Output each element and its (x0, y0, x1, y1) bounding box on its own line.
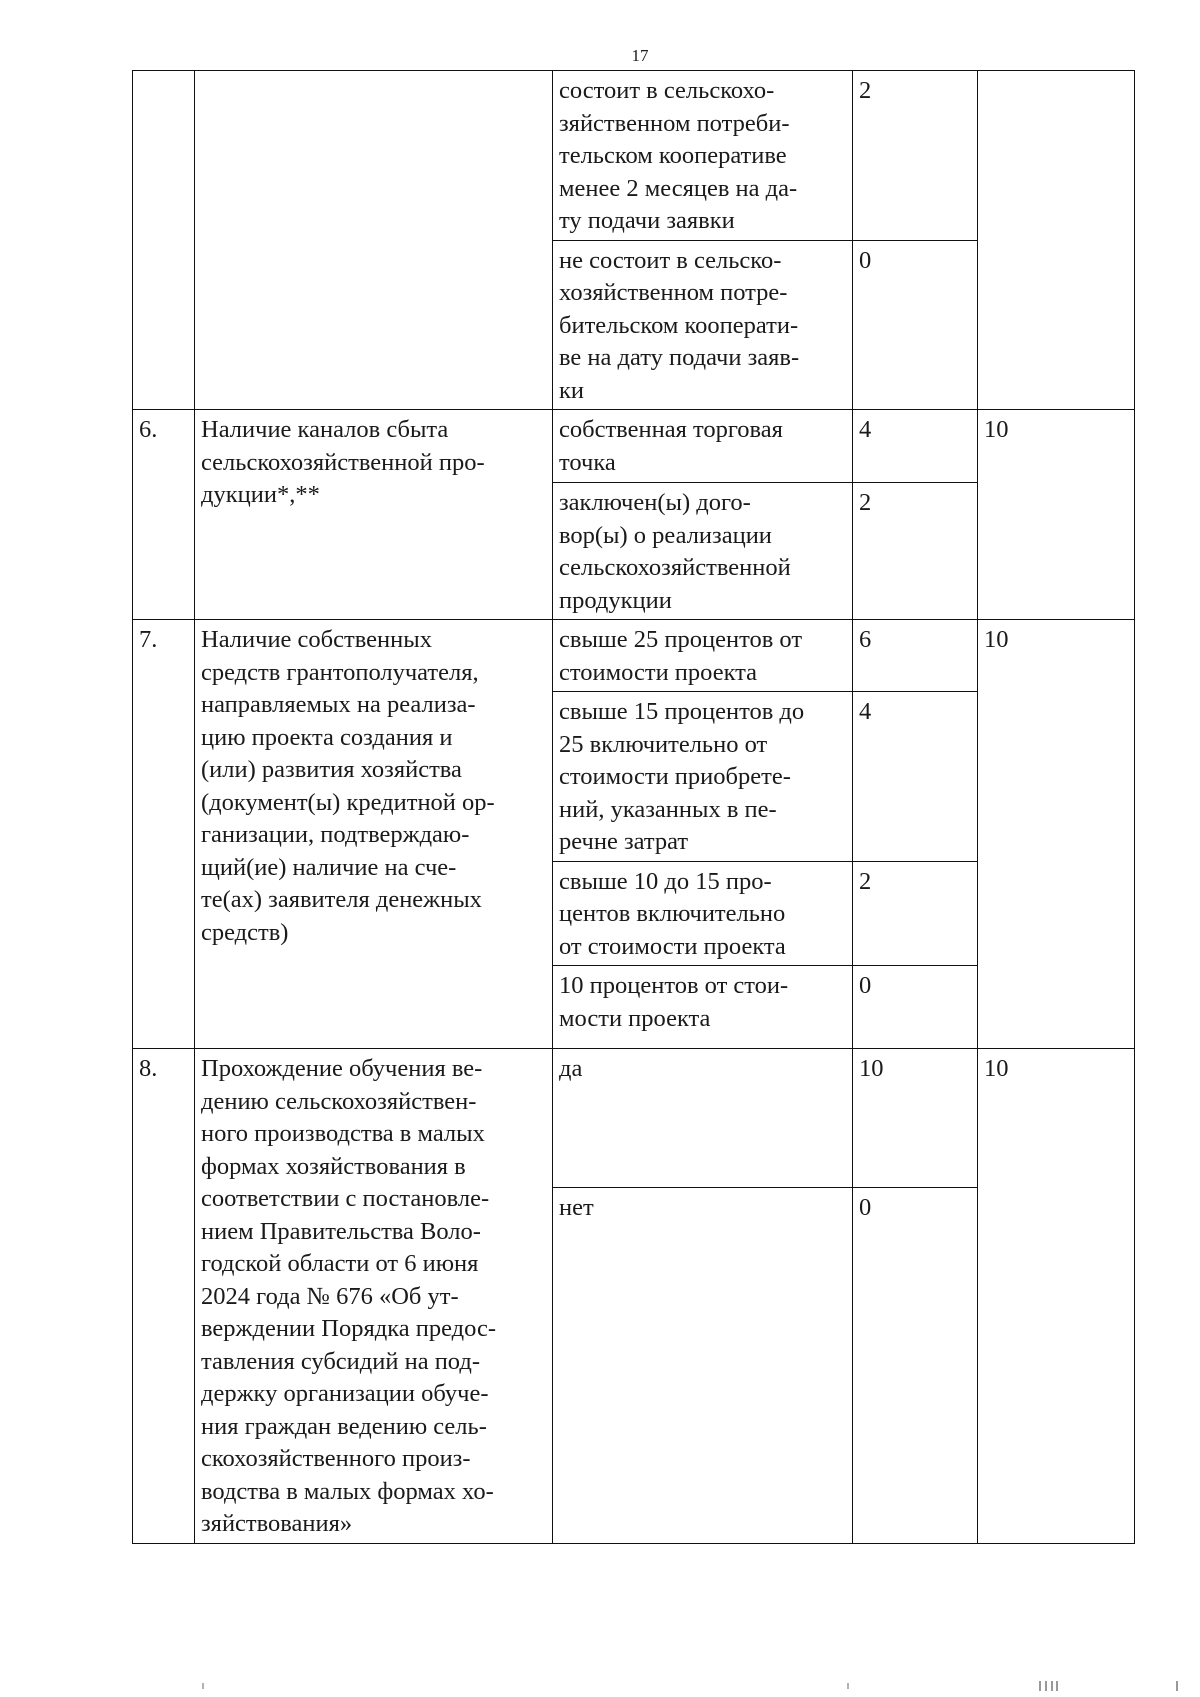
table-row (133, 620, 1135, 692)
criterion-number-cell: 8. (133, 1049, 195, 1544)
score-cell: 4 (853, 692, 978, 862)
table-row (133, 71, 1135, 241)
criterion-number-cell: 7. (133, 620, 195, 1049)
score-cell: 2 (853, 71, 978, 241)
page-number: 17 (631, 46, 649, 65)
score-cell: 0 (853, 966, 978, 1049)
score-cell: 2 (853, 861, 978, 966)
option-cell: собственная торговая точка (553, 410, 853, 483)
score-cell: 0 (853, 240, 978, 410)
max-score-cell: 10 (978, 1049, 1135, 1544)
option-cell: состоит в сельскохо- зяйственном потреби- тельском кооперативе менее 2 месяцев на да- ту подачи заявки (553, 71, 853, 241)
score-cell: 6 (853, 620, 978, 692)
criterion-name-cell (195, 71, 553, 410)
score-cell: 10 (853, 1049, 978, 1188)
option-cell: 10 процентов от стои- мости проекта (553, 966, 853, 1049)
criteria-table (132, 70, 1135, 1544)
criterion-number-cell: 6. (133, 410, 195, 620)
score-cell: 4 (853, 410, 978, 483)
score-cell: 2 (853, 483, 978, 620)
option-cell: заключен(ы) дого- вор(ы) о реализации сельскохозяйственной продукции (553, 483, 853, 620)
table-row (133, 410, 1135, 483)
option-cell: свыше 10 до 15 про- центов включительно от стоимости проекта (553, 861, 853, 966)
option-cell: свыше 15 процентов до 25 включительно от стоимости приобрете- ний, указанных в пе- речне затрат (553, 692, 853, 862)
option-cell: нет (553, 1187, 853, 1543)
max-score-cell (978, 71, 1135, 410)
score-cell: 0 (853, 1187, 978, 1543)
criterion-name-cell: Наличие собственных средств грантополучателя, направляемых на реализа- цию проекта создания и (или) развития хозяйства (документ(ы) кредитной ор- ганизации, подтверждаю- щий(ие) наличие на сче- те(ах) заявителя денежных средств) (195, 620, 553, 1049)
scan-artifact-marks (0, 1679, 1200, 1691)
option-cell: свыше 25 процентов от стоимости проекта (553, 620, 853, 692)
max-score-cell: 10 (978, 620, 1135, 1049)
max-score-cell: 10 (978, 410, 1135, 620)
criterion-name-cell: Прохождение обучения ве- дению сельскохозяйствен- ного производства в малых формах хозяйствования в соответствии с постановле- нием Правительства Воло- годской области от 6 июня 2024 года № 676 «Об ут- верждении Порядка предос- тавления субсидий на под- держку организации обуче- ния граждан ведению сель- скохозяйственного произ- водства в малых формах хо- зяйствования» (195, 1049, 553, 1544)
option-cell: не состоит в сельско- хозяйственном потре- бительском кооперати- ве на дату подачи заяв- ки (553, 240, 853, 410)
table-row (133, 1049, 1135, 1188)
option-cell: да (553, 1049, 853, 1188)
criterion-name-cell: Наличие каналов сбыта сельскохозяйственной про- дукции*,** (195, 410, 553, 620)
criterion-number-cell (133, 71, 195, 410)
